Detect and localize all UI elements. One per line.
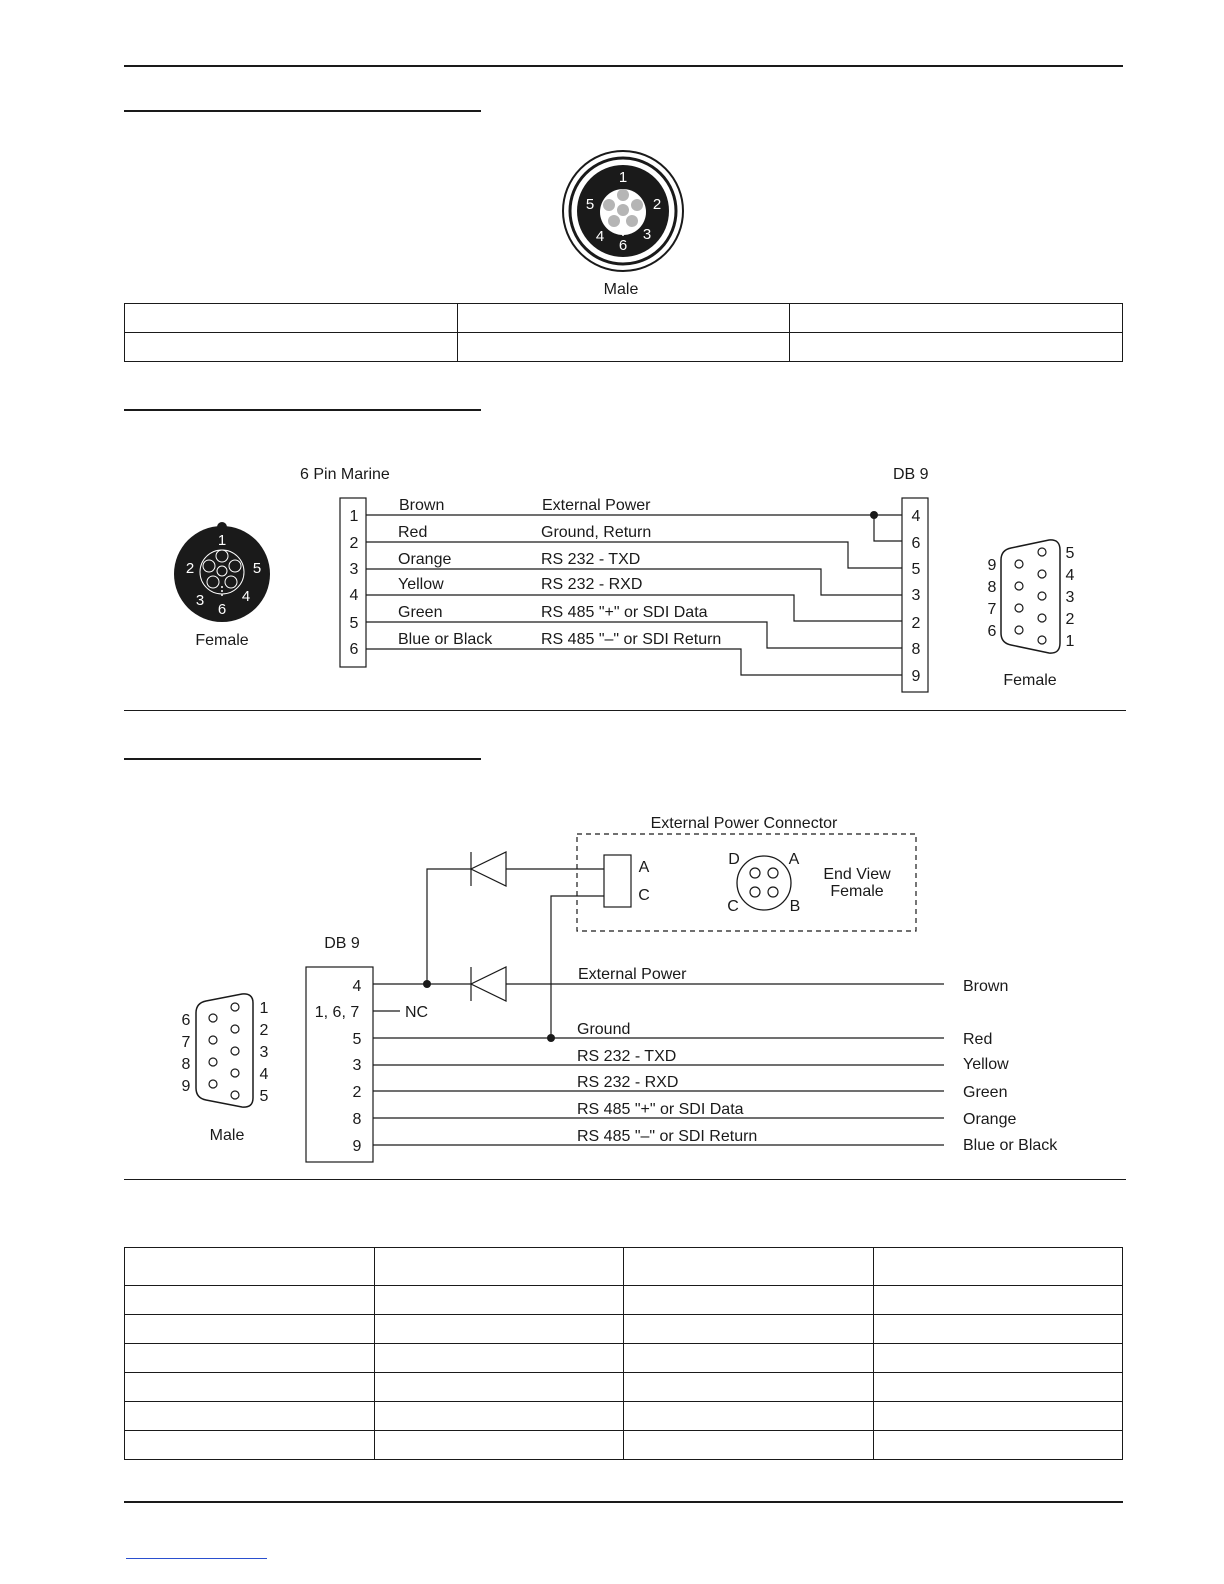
db9-male-pin-label: 8 bbox=[181, 1056, 191, 1073]
db9-pin-number: 8 bbox=[911, 641, 921, 658]
six-pin-number: 5 bbox=[349, 615, 359, 632]
db9-female-connector bbox=[988, 540, 1075, 689]
db9-male-pin-label: 9 bbox=[181, 1078, 191, 1095]
male-pin-label: 6 bbox=[618, 237, 628, 254]
end-view-female-connector bbox=[727, 851, 891, 915]
female-pin-label: 4 bbox=[241, 588, 251, 605]
db9-female-pin-label: 3 bbox=[1065, 589, 1075, 606]
diode-circuit bbox=[427, 852, 604, 1038]
db9-pin-number: 4 bbox=[352, 978, 362, 995]
wire-color-label: Yellow bbox=[963, 1056, 1009, 1073]
wire-color-label: Red bbox=[398, 524, 428, 541]
male-pin-label: 1 bbox=[618, 169, 628, 186]
db9-pin-number: 5 bbox=[911, 561, 921, 578]
db9-male-pin-label: 5 bbox=[259, 1088, 269, 1105]
end-view-pin-letter: C bbox=[727, 898, 739, 915]
db9-female-pin-label: 4 bbox=[1065, 567, 1075, 584]
female-pin-label: 6 bbox=[217, 601, 227, 618]
db9-female-pin-label: 5 bbox=[1065, 545, 1075, 562]
db9-male-pin-label: 2 bbox=[259, 1022, 269, 1039]
female-6pin-caption: Female bbox=[195, 632, 249, 649]
wiring-figure-1 bbox=[174, 466, 1075, 692]
signal-label: RS 232 - TXD bbox=[577, 1048, 677, 1065]
six-pin-number: 1 bbox=[349, 508, 359, 525]
db9-female-pin-label: 9 bbox=[987, 557, 997, 574]
end-view-label: End View bbox=[823, 866, 891, 883]
signal-label: External Power bbox=[578, 966, 687, 983]
wire-color-label: Orange bbox=[963, 1111, 1017, 1128]
power-plug-terminal bbox=[604, 855, 631, 907]
db9-male-connector bbox=[182, 994, 269, 1144]
db9-pin-number: 3 bbox=[352, 1057, 362, 1074]
signal-label: External Power bbox=[542, 497, 651, 514]
db9-female-pin-label: 2 bbox=[1065, 611, 1075, 628]
end-view-pin-letter: B bbox=[789, 898, 801, 915]
db9-female-pin-label: 6 bbox=[987, 623, 997, 640]
male-connector-caption: Male bbox=[603, 281, 639, 298]
signal-label: RS 232 - TXD bbox=[541, 551, 641, 568]
female-pin-label: 5 bbox=[252, 560, 262, 577]
power-plug-pin-label: C bbox=[638, 887, 650, 904]
external-power-connector-title: External Power Connector bbox=[650, 815, 838, 832]
db9-pin-number: 8 bbox=[352, 1111, 362, 1128]
signal-label: RS 232 - RXD bbox=[577, 1074, 679, 1091]
db9-male-pin-label: 4 bbox=[259, 1066, 269, 1083]
signal-label: RS 485 "+" or SDI Data bbox=[577, 1101, 744, 1118]
wire-color-label: Orange bbox=[398, 551, 452, 568]
male-6pin-connector bbox=[563, 151, 683, 298]
male-pin-label: 4 bbox=[595, 228, 605, 245]
wire-color-label: Brown bbox=[963, 978, 1009, 995]
male-pin-label: 2 bbox=[652, 196, 662, 213]
db9-male-pin-label: 3 bbox=[259, 1044, 269, 1061]
db9-pin-number: 5 bbox=[352, 1031, 362, 1048]
signal-label: RS 485 "–" or SDI Return bbox=[541, 631, 722, 648]
db9-pin-number: 6 bbox=[911, 535, 921, 552]
end-view-label: Female bbox=[830, 883, 884, 900]
db9-male-pin-label: 6 bbox=[181, 1012, 191, 1029]
junction-dot bbox=[870, 511, 878, 519]
wire-color-label: Green bbox=[963, 1084, 1008, 1101]
female-6pin-connector bbox=[174, 522, 270, 649]
signal-label: Ground bbox=[577, 1021, 631, 1038]
wire-color-label: Blue or Black bbox=[963, 1137, 1058, 1154]
db9-male-caption: Male bbox=[209, 1127, 245, 1144]
db9-pin-number: 9 bbox=[352, 1138, 362, 1155]
signal-label: RS 232 - RXD bbox=[541, 576, 643, 593]
db9-female-pin-label: 8 bbox=[987, 579, 997, 596]
wire-color-label: Yellow bbox=[398, 576, 444, 593]
end-view-pin-letter: D bbox=[728, 851, 740, 868]
left-connector-title: 6 Pin Marine bbox=[300, 466, 390, 483]
wire-color-label: Red bbox=[963, 1031, 993, 1048]
nc-label: NC bbox=[405, 1004, 429, 1021]
db9-female-pin-label: 1 bbox=[1065, 633, 1075, 650]
db9-male-pin-label: 1 bbox=[259, 1000, 269, 1017]
db9-female-caption: Female bbox=[1003, 672, 1057, 689]
male-pin-label: 3 bbox=[642, 226, 652, 243]
signal-label: RS 485 "–" or SDI Return bbox=[577, 1128, 758, 1145]
db9-pin-number: 1, 6, 7 bbox=[314, 1004, 360, 1021]
female-pin-label: 1 bbox=[217, 532, 227, 549]
power-plug-pin-label: A bbox=[638, 859, 650, 876]
db9-pin-number: 3 bbox=[911, 587, 921, 604]
junction-dot bbox=[423, 980, 431, 988]
db9-pin-number: 2 bbox=[911, 615, 921, 632]
six-pin-number: 3 bbox=[349, 561, 359, 578]
db9-pin-number: 4 bbox=[911, 508, 921, 525]
six-pin-number: 4 bbox=[349, 587, 359, 604]
six-pin-number: 2 bbox=[349, 535, 359, 552]
female-pin-label: 2 bbox=[185, 560, 195, 577]
wire-color-label: Brown bbox=[399, 497, 445, 514]
db9-terminal-box bbox=[306, 967, 373, 1162]
wire-color-label: Blue or Black bbox=[398, 631, 493, 648]
signal-label: RS 485 "+" or SDI Data bbox=[541, 604, 708, 621]
wiring-figure-2 bbox=[182, 815, 1059, 1162]
junction-dot bbox=[547, 1034, 555, 1042]
wire-color-label: Green bbox=[398, 604, 443, 621]
db9-title: DB 9 bbox=[324, 935, 360, 952]
right-connector-title: DB 9 bbox=[893, 466, 929, 483]
db9-pin-number: 2 bbox=[352, 1084, 362, 1101]
six-pin-number: 6 bbox=[349, 641, 359, 658]
db9-female-pin-label: 7 bbox=[987, 601, 997, 618]
db9-pin-number: 9 bbox=[911, 668, 921, 685]
db9-male-pin-label: 7 bbox=[181, 1034, 191, 1051]
end-view-pin-letter: A bbox=[788, 851, 800, 868]
male-pin-label: 5 bbox=[585, 196, 595, 213]
signal-label: Ground, Return bbox=[541, 524, 652, 541]
female-pin-label: 3 bbox=[195, 592, 205, 609]
